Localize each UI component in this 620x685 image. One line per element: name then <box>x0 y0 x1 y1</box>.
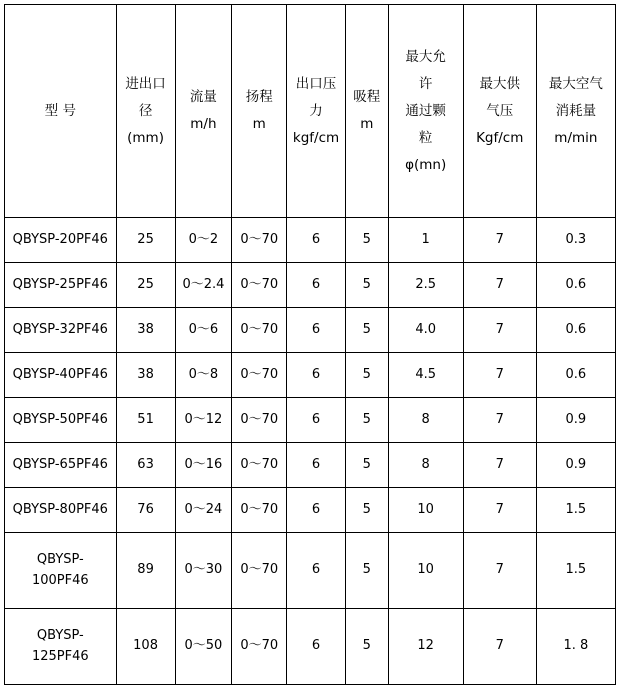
cell-model <box>5 353 117 398</box>
cell-flow <box>175 263 232 308</box>
cell-head <box>232 218 287 263</box>
cell-model <box>5 308 117 353</box>
cell-value: 6 <box>311 366 321 382</box>
cell-value: 7 <box>495 562 504 578</box>
cell-value: 12 <box>417 638 434 654</box>
cell-value: 6 <box>311 562 321 578</box>
specification-table <box>4 4 616 685</box>
column-header-line: m <box>252 116 266 132</box>
column-header-flow <box>175 5 232 218</box>
cell-value: 6 <box>311 501 321 517</box>
cell-value: 10 <box>417 501 434 517</box>
cell-flow <box>175 308 232 353</box>
model-line: 100PF46 <box>31 572 89 588</box>
cell-bore <box>116 398 175 443</box>
cell-suction <box>345 609 388 685</box>
cell-air_pressure <box>463 308 536 353</box>
cell-value: 89 <box>137 562 154 578</box>
cell-value: 6 <box>311 276 321 292</box>
column-header-line: 消耗量 <box>555 102 597 119</box>
cell-outlet_pressure <box>287 263 346 308</box>
cell-outlet_pressure <box>287 353 346 398</box>
column-header-line: 流量 <box>189 89 217 105</box>
column-header-line: m <box>360 116 374 132</box>
model-line: QBYSP-50PF46 <box>12 411 108 427</box>
cell-value: 0～2 <box>188 231 219 247</box>
column-header-line: φ(mn) <box>405 156 447 173</box>
cell-value: 0.3 <box>565 231 587 247</box>
column-header-line: 气压 <box>486 102 514 119</box>
cell-model <box>5 398 117 443</box>
cell-value: 7 <box>495 411 504 427</box>
cell-outlet_pressure <box>287 443 346 488</box>
cell-value: 7 <box>495 366 504 382</box>
cell-value: 0～70 <box>240 562 279 578</box>
table-row <box>5 609 616 685</box>
cell-suction <box>345 443 388 488</box>
model-line: QBYSP-32PF46 <box>12 321 108 337</box>
cell-model <box>5 533 117 609</box>
cell-particle <box>388 353 463 398</box>
cell-air_pressure <box>463 609 536 685</box>
cell-flow <box>175 218 232 263</box>
cell-value: 1. 8 <box>563 638 589 654</box>
cell-value: 63 <box>137 456 154 472</box>
cell-air_consumption <box>536 488 615 533</box>
column-header-air_pressure <box>463 5 536 218</box>
cell-value: 6 <box>311 456 321 472</box>
column-header-outlet_pressure <box>287 5 346 218</box>
cell-value: 2.5 <box>415 276 436 292</box>
cell-air_pressure <box>463 263 536 308</box>
cell-flow <box>175 398 232 443</box>
cell-air_pressure <box>463 533 536 609</box>
cell-particle <box>388 488 463 533</box>
cell-bore <box>116 443 175 488</box>
cell-value: 0.9 <box>565 456 587 472</box>
cell-model <box>5 263 117 308</box>
cell-bore <box>116 609 175 685</box>
table-header-row <box>5 5 616 218</box>
cell-head <box>232 308 287 353</box>
cell-value: 6 <box>311 638 321 654</box>
cell-particle <box>388 609 463 685</box>
cell-particle <box>388 443 463 488</box>
cell-value: 0～24 <box>184 501 223 517</box>
cell-value: 0.6 <box>565 321 587 337</box>
column-header-bore <box>116 5 175 218</box>
cell-value: 7 <box>495 231 504 247</box>
cell-outlet_pressure <box>287 308 346 353</box>
cell-outlet_pressure <box>287 533 346 609</box>
cell-bore <box>116 533 175 609</box>
cell-suction <box>345 353 388 398</box>
cell-air_consumption <box>536 533 615 609</box>
cell-outlet_pressure <box>287 488 346 533</box>
cell-value: 0～12 <box>184 411 223 427</box>
column-header-line: m/h <box>190 116 217 132</box>
column-header-air_consumption <box>536 5 615 218</box>
model-line: QBYSP-25PF46 <box>12 276 108 292</box>
cell-value: 5 <box>362 456 371 472</box>
column-header-line: m/min <box>554 129 598 146</box>
cell-outlet_pressure <box>287 218 346 263</box>
cell-air_pressure <box>463 218 536 263</box>
cell-value: 0～6 <box>188 321 219 337</box>
cell-air_consumption <box>536 443 615 488</box>
cell-particle <box>388 218 463 263</box>
cell-air_consumption <box>536 398 615 443</box>
cell-value: 1.5 <box>565 501 587 517</box>
cell-value: 76 <box>137 501 154 517</box>
cell-model <box>5 443 117 488</box>
table-row <box>5 533 616 609</box>
column-header-line: 径 <box>138 102 153 119</box>
cell-particle <box>388 398 463 443</box>
cell-value: 0～8 <box>188 366 219 382</box>
cell-value: 5 <box>362 321 371 337</box>
cell-bore <box>116 308 175 353</box>
cell-value: 0～50 <box>184 638 223 654</box>
cell-value: 0～70 <box>240 231 279 247</box>
cell-value: 0～70 <box>240 456 279 472</box>
cell-value: 5 <box>362 276 371 292</box>
column-header-head <box>232 5 287 218</box>
table-row <box>5 488 616 533</box>
cell-value: 0～70 <box>240 501 279 517</box>
cell-value: 0～70 <box>240 411 279 427</box>
cell-model <box>5 609 117 685</box>
column-header-suction <box>345 5 388 218</box>
cell-air_consumption <box>536 218 615 263</box>
table-row <box>5 308 616 353</box>
cell-value: 0～70 <box>240 366 279 382</box>
cell-value: 0.6 <box>565 276 587 292</box>
cell-value: 25 <box>137 231 154 247</box>
cell-value: 0～30 <box>184 562 223 578</box>
cell-value: 6 <box>311 411 321 427</box>
cell-air_pressure <box>463 488 536 533</box>
cell-head <box>232 443 287 488</box>
table-row <box>5 263 616 308</box>
cell-air_consumption <box>536 609 615 685</box>
column-header-particle <box>388 5 463 218</box>
cell-value: 5 <box>362 562 371 578</box>
cell-value: 0～70 <box>240 321 279 337</box>
cell-value: 51 <box>137 411 154 427</box>
cell-flow <box>175 533 232 609</box>
cell-suction <box>345 218 388 263</box>
cell-value: 0～70 <box>240 276 279 292</box>
model-line: QBYSP- <box>36 628 84 644</box>
cell-outlet_pressure <box>287 398 346 443</box>
cell-value: 6 <box>311 231 321 247</box>
cell-head <box>232 609 287 685</box>
model-line: 125PF46 <box>31 648 89 664</box>
cell-air_pressure <box>463 443 536 488</box>
column-header-line: 扬程 <box>245 89 273 105</box>
cell-head <box>232 533 287 609</box>
cell-particle <box>388 533 463 609</box>
cell-value: 5 <box>362 638 371 654</box>
cell-value: 0.9 <box>565 411 587 427</box>
column-header-line: 型 号 <box>44 102 76 119</box>
cell-bore <box>116 263 175 308</box>
cell-value: 10 <box>417 562 434 578</box>
cell-value: 108 <box>133 638 158 654</box>
cell-air_consumption <box>536 263 615 308</box>
cell-particle <box>388 308 463 353</box>
cell-air_consumption <box>536 353 615 398</box>
cell-suction <box>345 308 388 353</box>
cell-value: 4.0 <box>415 321 436 337</box>
cell-air_consumption <box>536 308 615 353</box>
column-header-line: 最大供 <box>479 75 520 92</box>
cell-head <box>232 398 287 443</box>
cell-flow <box>175 443 232 488</box>
cell-model <box>5 218 117 263</box>
cell-value: 8 <box>421 456 430 472</box>
column-header-model <box>5 5 117 218</box>
cell-value: 5 <box>362 411 371 427</box>
cell-value: 0～70 <box>240 638 279 654</box>
column-header-line: kgf/cm <box>292 129 340 146</box>
cell-value: 7 <box>495 501 504 517</box>
cell-value: 7 <box>495 321 504 337</box>
cell-suction <box>345 488 388 533</box>
cell-outlet_pressure <box>287 609 346 685</box>
cell-flow <box>175 609 232 685</box>
table-row <box>5 218 616 263</box>
cell-air_pressure <box>463 398 536 443</box>
cell-value: 1 <box>421 231 430 247</box>
column-header-line: 出口压 <box>295 75 337 92</box>
table-row <box>5 398 616 443</box>
cell-value: 5 <box>362 231 371 247</box>
cell-value: 4.5 <box>415 366 436 382</box>
cell-head <box>232 488 287 533</box>
cell-particle <box>388 263 463 308</box>
model-line: QBYSP-20PF46 <box>12 231 108 247</box>
cell-bore <box>116 488 175 533</box>
cell-value: 38 <box>137 321 154 337</box>
column-header-line: (mm) <box>127 129 164 146</box>
cell-bore <box>116 218 175 263</box>
model-line: QBYSP-65PF46 <box>12 456 108 472</box>
cell-head <box>232 263 287 308</box>
cell-flow <box>175 488 232 533</box>
cell-value: 5 <box>362 501 371 517</box>
column-header-line: 许 <box>418 75 433 92</box>
cell-suction <box>345 263 388 308</box>
cell-flow <box>175 353 232 398</box>
cell-value: 0～2.4 <box>182 276 225 292</box>
cell-head <box>232 353 287 398</box>
cell-value: 1.5 <box>565 562 587 578</box>
model-line: QBYSP-80PF46 <box>12 501 108 517</box>
column-header-line: 粒 <box>418 129 433 146</box>
cell-value: 0.6 <box>565 366 587 382</box>
cell-value: 7 <box>495 456 504 472</box>
cell-bore <box>116 353 175 398</box>
column-header-line: 力 <box>309 102 323 119</box>
column-header-line: Kgf/cm <box>476 129 524 146</box>
column-header-line: 进出口 <box>125 75 166 92</box>
table-row <box>5 443 616 488</box>
column-header-line: 最大空气 <box>548 75 603 92</box>
column-header-line: 吸程 <box>353 89 381 105</box>
cell-value: 0～16 <box>184 456 223 472</box>
cell-value: 7 <box>495 638 504 654</box>
cell-air_pressure <box>463 353 536 398</box>
cell-value: 6 <box>311 321 321 337</box>
cell-value: 38 <box>137 366 154 382</box>
column-header-line: 最大允 <box>405 48 446 65</box>
cell-value: 25 <box>137 276 154 292</box>
column-header-line: 通过颗 <box>405 102 446 119</box>
cell-model <box>5 488 117 533</box>
table-row <box>5 353 616 398</box>
cell-suction <box>345 533 388 609</box>
cell-value: 7 <box>495 276 504 292</box>
cell-value: 8 <box>421 411 430 427</box>
cell-suction <box>345 398 388 443</box>
model-line: QBYSP- <box>36 552 84 568</box>
model-line: QBYSP-40PF46 <box>12 366 108 382</box>
cell-value: 5 <box>362 366 371 382</box>
